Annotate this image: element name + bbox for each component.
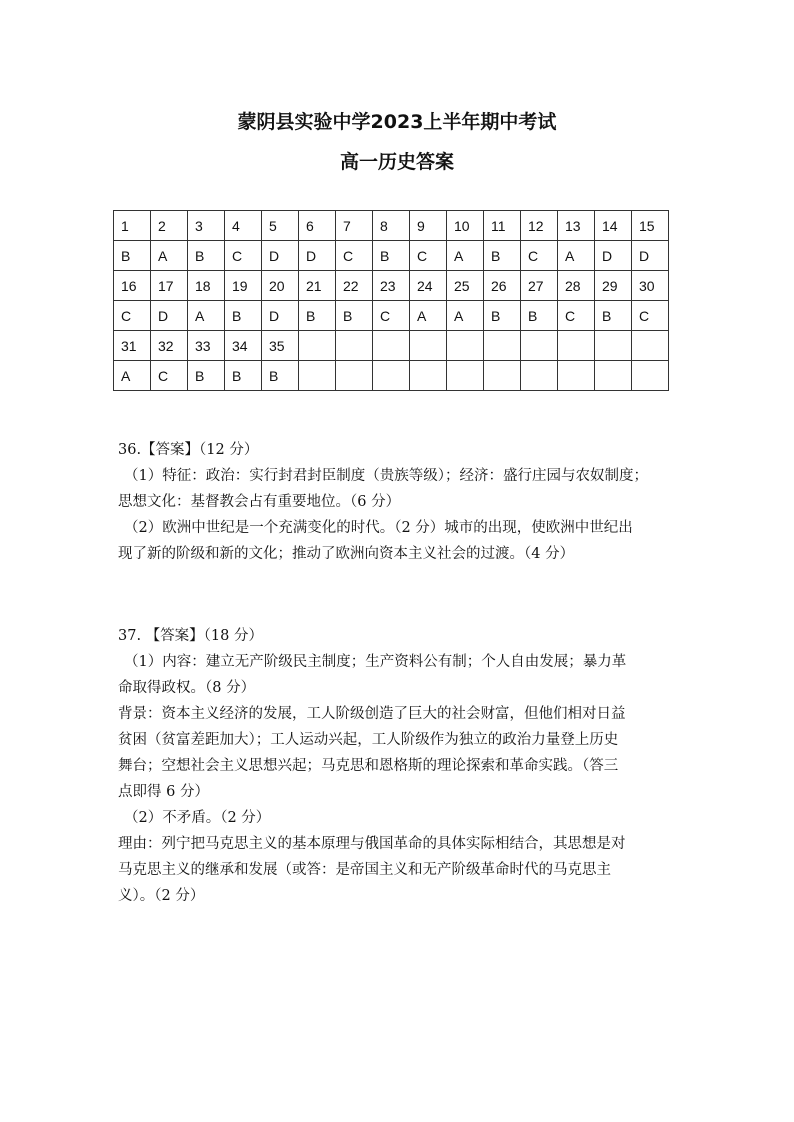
question-number-cell: 27 bbox=[521, 271, 558, 301]
question-number-cell: 8 bbox=[373, 211, 410, 241]
answer-cell: B bbox=[299, 301, 336, 331]
question-number-cell: 17 bbox=[151, 271, 188, 301]
question-number-cell: 12 bbox=[521, 211, 558, 241]
answer-cell: C bbox=[558, 301, 595, 331]
question-number-cell: 35 bbox=[262, 331, 299, 361]
question-37-line: 贫困（贫富差距加大）；工人运动兴起，工人阶级作为独立的政治力量登上历史 bbox=[118, 732, 619, 748]
answer-cell bbox=[447, 361, 484, 391]
answer-cell: B bbox=[484, 301, 521, 331]
question-number-cell bbox=[632, 331, 669, 361]
answer-cell: B bbox=[225, 301, 262, 331]
answer-table bbox=[113, 210, 669, 391]
answer-cell bbox=[373, 361, 410, 391]
answer-cell: B bbox=[595, 301, 632, 331]
question-number-cell: 3 bbox=[188, 211, 225, 241]
answer-cell bbox=[521, 361, 558, 391]
answer-cell: C bbox=[410, 241, 447, 271]
answer-cell: D bbox=[151, 301, 188, 331]
question-36-line: 思想文化：基督教会占有重要地位。（6 分） bbox=[118, 494, 401, 510]
question-number-cell: 23 bbox=[373, 271, 410, 301]
question-number-cell: 10 bbox=[447, 211, 484, 241]
question-37-line: 义）。（2 分） bbox=[118, 888, 205, 904]
answer-cell: C bbox=[151, 361, 188, 391]
answer-cell: C bbox=[114, 301, 151, 331]
question-37-line: 理由：列宁把马克思主义的基本原理与俄国革命的具体实际相结合，其思想是对 bbox=[118, 836, 626, 852]
question-number-row bbox=[114, 211, 669, 241]
question-number-cell: 28 bbox=[558, 271, 595, 301]
question-number-cell: 15 bbox=[632, 211, 669, 241]
question-37-block bbox=[118, 623, 678, 909]
question-number-cell: 21 bbox=[299, 271, 336, 301]
question-number-cell: 16 bbox=[114, 271, 151, 301]
question-37-line: 点即得 6 分） bbox=[118, 784, 209, 800]
question-number-cell bbox=[336, 331, 373, 361]
question-36-line: 现了新的阶级和新的文化；推动了欧洲向资本主义社会的过渡。（4 分） bbox=[118, 546, 575, 562]
answer-cell: B bbox=[484, 241, 521, 271]
question-36-heading: 36.【答案】（12 分） bbox=[118, 442, 259, 458]
answer-cell: D bbox=[632, 241, 669, 271]
question-number-cell: 1 bbox=[114, 211, 151, 241]
question-number-cell: 30 bbox=[632, 271, 669, 301]
answer-row bbox=[114, 361, 669, 391]
question-number-cell: 32 bbox=[151, 331, 188, 361]
answer-row bbox=[114, 241, 669, 271]
question-36-line: （2）欧洲中世纪是一个充满变化的时代。（2 分）城市的出现，使欧洲中世纪出 bbox=[124, 520, 633, 536]
question-number-cell: 31 bbox=[114, 331, 151, 361]
question-number-cell bbox=[521, 331, 558, 361]
answer-cell: C bbox=[373, 301, 410, 331]
question-number-cell: 20 bbox=[262, 271, 299, 301]
question-37-line: （1）内容：建立无产阶级民主制度；生产资料公有制；个人自由发展；暴力革 bbox=[124, 654, 627, 670]
question-number-cell bbox=[373, 331, 410, 361]
question-36-block bbox=[118, 437, 678, 567]
question-number-cell bbox=[484, 331, 521, 361]
answer-cell: B bbox=[114, 241, 151, 271]
answer-cell bbox=[595, 361, 632, 391]
question-number-cell: 4 bbox=[225, 211, 262, 241]
question-number-cell: 26 bbox=[484, 271, 521, 301]
answer-cell bbox=[410, 361, 447, 391]
answer-cell bbox=[336, 361, 373, 391]
page-subtitle: 高一历史答案 bbox=[339, 151, 454, 173]
question-number-cell bbox=[595, 331, 632, 361]
question-number-cell: 11 bbox=[484, 211, 521, 241]
answer-cell: D bbox=[299, 241, 336, 271]
answer-cell: A bbox=[114, 361, 151, 391]
answer-cell: D bbox=[262, 301, 299, 331]
question-37-line: 舞台；空想社会主义思想兴起；马克思和恩格斯的理论探索和革命实践。（答三 bbox=[118, 758, 619, 774]
answer-cell: B bbox=[225, 361, 262, 391]
question-37-line: 马克思主义的继承和发展（或答：是帝国主义和无产阶级革命时代的马克思主 bbox=[118, 862, 611, 878]
answer-cell: A bbox=[558, 241, 595, 271]
question-number-row bbox=[114, 271, 669, 301]
answer-cell bbox=[299, 361, 336, 391]
question-number-cell bbox=[410, 331, 447, 361]
answer-cell: A bbox=[447, 301, 484, 331]
page-title: 蒙阴县实验中学2023上半年期中考试 bbox=[237, 111, 557, 133]
answer-cell: A bbox=[410, 301, 447, 331]
answer-cell: C bbox=[632, 301, 669, 331]
question-number-cell: 7 bbox=[336, 211, 373, 241]
question-number-cell: 5 bbox=[262, 211, 299, 241]
question-number-cell bbox=[558, 331, 595, 361]
question-number-cell: 33 bbox=[188, 331, 225, 361]
question-number-cell: 6 bbox=[299, 211, 336, 241]
question-number-cell: 34 bbox=[225, 331, 262, 361]
answer-cell: C bbox=[225, 241, 262, 271]
answer-cell bbox=[558, 361, 595, 391]
answer-cell: B bbox=[521, 301, 558, 331]
question-number-cell: 22 bbox=[336, 271, 373, 301]
question-number-cell: 24 bbox=[410, 271, 447, 301]
answer-cell: A bbox=[447, 241, 484, 271]
answer-cell: B bbox=[373, 241, 410, 271]
question-number-cell: 19 bbox=[225, 271, 262, 301]
question-number-cell bbox=[299, 331, 336, 361]
question-37-line: （2）不矛盾。（2 分） bbox=[124, 810, 271, 826]
question-number-cell: 2 bbox=[151, 211, 188, 241]
answer-cell bbox=[484, 361, 521, 391]
question-number-cell: 18 bbox=[188, 271, 225, 301]
answer-cell: D bbox=[262, 241, 299, 271]
question-37-line: 背景：资本主义经济的发展，工人阶级创造了巨大的社会财富，但他们相对日益 bbox=[118, 706, 626, 722]
question-37-heading: 37. 【答案】（18 分） bbox=[118, 628, 263, 644]
answer-row bbox=[114, 301, 669, 331]
question-number-cell: 25 bbox=[447, 271, 484, 301]
question-number-cell: 14 bbox=[595, 211, 632, 241]
answer-cell: B bbox=[188, 361, 225, 391]
question-number-cell: 29 bbox=[595, 271, 632, 301]
answer-cell: B bbox=[336, 301, 373, 331]
answer-cell: B bbox=[188, 241, 225, 271]
question-number-row bbox=[114, 331, 669, 361]
question-number-cell: 13 bbox=[558, 211, 595, 241]
answer-cell: D bbox=[595, 241, 632, 271]
answer-cell: B bbox=[262, 361, 299, 391]
answer-cell: C bbox=[336, 241, 373, 271]
question-number-cell bbox=[447, 331, 484, 361]
question-number-cell: 9 bbox=[410, 211, 447, 241]
answer-cell: A bbox=[188, 301, 225, 331]
answer-cell: A bbox=[151, 241, 188, 271]
answer-cell bbox=[632, 361, 669, 391]
answer-cell: C bbox=[521, 241, 558, 271]
question-37-line: 命取得政权。（8 分） bbox=[118, 680, 256, 696]
question-36-line: （1）特征：政治：实行封君封臣制度（贵族等级）；经济：盛行庄园与农奴制度； bbox=[124, 468, 648, 484]
